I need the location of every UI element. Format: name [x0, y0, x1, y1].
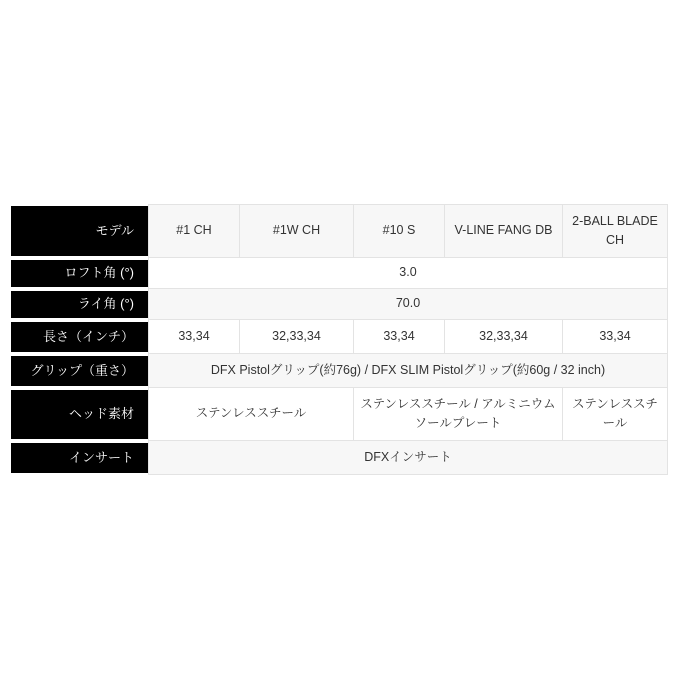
- row-label-model: モデル: [11, 204, 148, 258]
- model-name-cell: 2-BALL BLADE CH: [563, 204, 668, 258]
- head-material-cell: ステンレススチール: [148, 388, 354, 441]
- model-name-cell: #1 CH: [148, 204, 240, 258]
- row-label-lie: ライ角 (°): [11, 289, 148, 320]
- length-value-cell: 33,34: [563, 320, 668, 354]
- table-row-insert: [11, 441, 668, 475]
- spec-table: [11, 204, 668, 475]
- model-name-cell: #1W CH: [240, 204, 354, 258]
- length-value-cell: 32,33,34: [445, 320, 563, 354]
- table-row-length: [11, 320, 668, 354]
- length-value-cell: 33,34: [148, 320, 240, 354]
- head-material-cell: ステンレススチール / アルミニウムソールプレート: [354, 388, 563, 441]
- grip-value-cell: DFX Pistolグリップ(約76g) / DFX SLIM Pistolグリップ(約60g / 32 inch): [148, 354, 668, 388]
- head-material-cell: ステンレススチール: [563, 388, 668, 441]
- model-name-cell: #10 S: [354, 204, 445, 258]
- table-row-models: [11, 204, 668, 258]
- table-row-loft: [11, 258, 668, 289]
- lie-value-cell: 70.0: [148, 289, 668, 320]
- model-name-cell: V-LINE FANG DB: [445, 204, 563, 258]
- row-label-grip: グリップ（重さ）: [11, 354, 148, 388]
- row-label-length: 長さ（インチ）: [11, 320, 148, 354]
- table-row-grip: [11, 354, 668, 388]
- loft-value-cell: 3.0: [148, 258, 668, 289]
- table-row-head-material: [11, 388, 668, 441]
- row-label-loft: ロフト角 (°): [11, 258, 148, 289]
- length-value-cell: 32,33,34: [240, 320, 354, 354]
- length-value-cell: 33,34: [354, 320, 445, 354]
- row-label-head-material: ヘッド素材: [11, 388, 148, 441]
- table-row-lie: [11, 289, 668, 320]
- insert-value-cell: DFXインサート: [148, 441, 668, 475]
- row-label-insert: インサート: [11, 441, 148, 475]
